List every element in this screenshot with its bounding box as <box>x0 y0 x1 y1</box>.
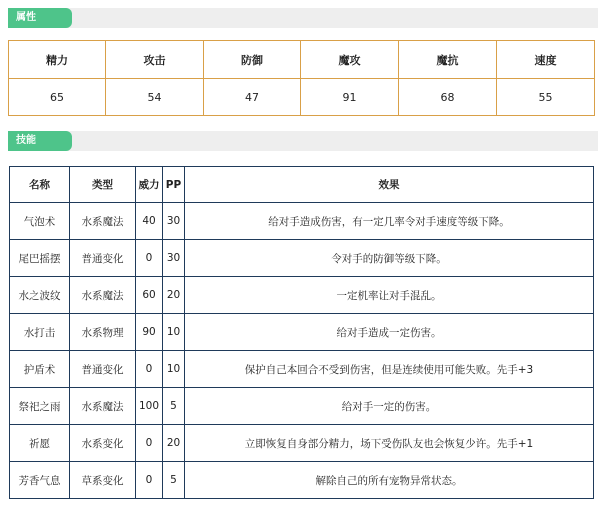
skill-type: 普通变化 <box>70 351 136 388</box>
skill-pp: 30 <box>163 203 185 240</box>
attr-header-defense: 防御 <box>204 41 301 79</box>
skills-section-label: 技能 <box>8 131 72 151</box>
skill-power: 40 <box>136 203 163 240</box>
attributes-table <box>8 40 595 116</box>
attr-value-stamina: 65 <box>9 79 106 116</box>
skill-pp: 20 <box>163 425 185 462</box>
table-row <box>10 425 594 462</box>
skill-name: 祈愿 <box>10 425 70 462</box>
skill-name: 气泡术 <box>10 203 70 240</box>
skill-power: 0 <box>136 240 163 277</box>
attributes-value-row <box>9 79 595 116</box>
skill-power: 0 <box>136 425 163 462</box>
skill-name: 祭祀之雨 <box>10 388 70 425</box>
skill-pp: 20 <box>163 277 185 314</box>
skill-name: 水打击 <box>10 314 70 351</box>
attr-value-speed: 55 <box>497 79 595 116</box>
attr-header-magic-attack: 魔攻 <box>301 41 399 79</box>
attr-header-stamina: 精力 <box>9 41 106 79</box>
attr-value-magic-attack: 91 <box>301 79 399 116</box>
attr-value-attack: 54 <box>106 79 204 116</box>
skill-type: 水系变化 <box>70 425 136 462</box>
skill-effect: 解除自己的所有宠物异常状态。 <box>185 462 594 499</box>
skill-type: 水系魔法 <box>70 203 136 240</box>
skill-pp: 10 <box>163 314 185 351</box>
skill-pp: 5 <box>163 462 185 499</box>
skill-header-power: 威力 <box>136 167 163 203</box>
skill-pp: 5 <box>163 388 185 425</box>
skill-name: 水之波纹 <box>10 277 70 314</box>
skill-name: 护盾术 <box>10 351 70 388</box>
skills-section-bar <box>8 131 598 151</box>
skill-pp: 30 <box>163 240 185 277</box>
skill-effect: 立即恢复自身部分精力，场下受伤队友也会恢复少许。先手+1 <box>185 425 594 462</box>
skill-power: 60 <box>136 277 163 314</box>
skill-name: 芳香气息 <box>10 462 70 499</box>
skill-effect: 给对手造成一定伤害。 <box>185 314 594 351</box>
table-row <box>10 277 594 314</box>
attr-header-attack: 攻击 <box>106 41 204 79</box>
skill-type: 水系魔法 <box>70 277 136 314</box>
skill-type: 水系物理 <box>70 314 136 351</box>
skill-name: 尾巴摇摆 <box>10 240 70 277</box>
skills-header-row <box>10 167 594 203</box>
skill-type: 普通变化 <box>70 240 136 277</box>
table-row <box>10 351 594 388</box>
skill-power: 90 <box>136 314 163 351</box>
attr-value-defense: 47 <box>204 79 301 116</box>
skills-table <box>9 166 594 499</box>
table-row <box>10 388 594 425</box>
skill-effect: 令对手的防御等级下降。 <box>185 240 594 277</box>
table-row <box>10 203 594 240</box>
attributes-section-bar <box>8 8 598 28</box>
attr-value-magic-resist: 68 <box>399 79 497 116</box>
skill-type: 水系魔法 <box>70 388 136 425</box>
skill-pp: 10 <box>163 351 185 388</box>
table-row <box>10 462 594 499</box>
skill-effect: 保护自己本回合不受到伤害，但是连续使用可能失败。先手+3 <box>185 351 594 388</box>
table-row <box>10 314 594 351</box>
skill-header-name: 名称 <box>10 167 70 203</box>
attributes-section-label: 属性 <box>8 8 72 28</box>
skill-power: 100 <box>136 388 163 425</box>
skill-power: 0 <box>136 462 163 499</box>
attributes-header-row <box>9 41 595 79</box>
attr-header-speed: 速度 <box>497 41 595 79</box>
skill-effect: 一定机率让对手混乱。 <box>185 277 594 314</box>
skill-header-type: 类型 <box>70 167 136 203</box>
table-row <box>10 240 594 277</box>
skill-header-pp: PP <box>163 167 185 203</box>
attr-header-magic-resist: 魔抗 <box>399 41 497 79</box>
skill-power: 0 <box>136 351 163 388</box>
skill-type: 草系变化 <box>70 462 136 499</box>
skill-effect: 给对手造成伤害，有一定几率令对手速度等级下降。 <box>185 203 594 240</box>
skill-effect: 给对手一定的伤害。 <box>185 388 594 425</box>
skill-header-effect: 效果 <box>185 167 594 203</box>
